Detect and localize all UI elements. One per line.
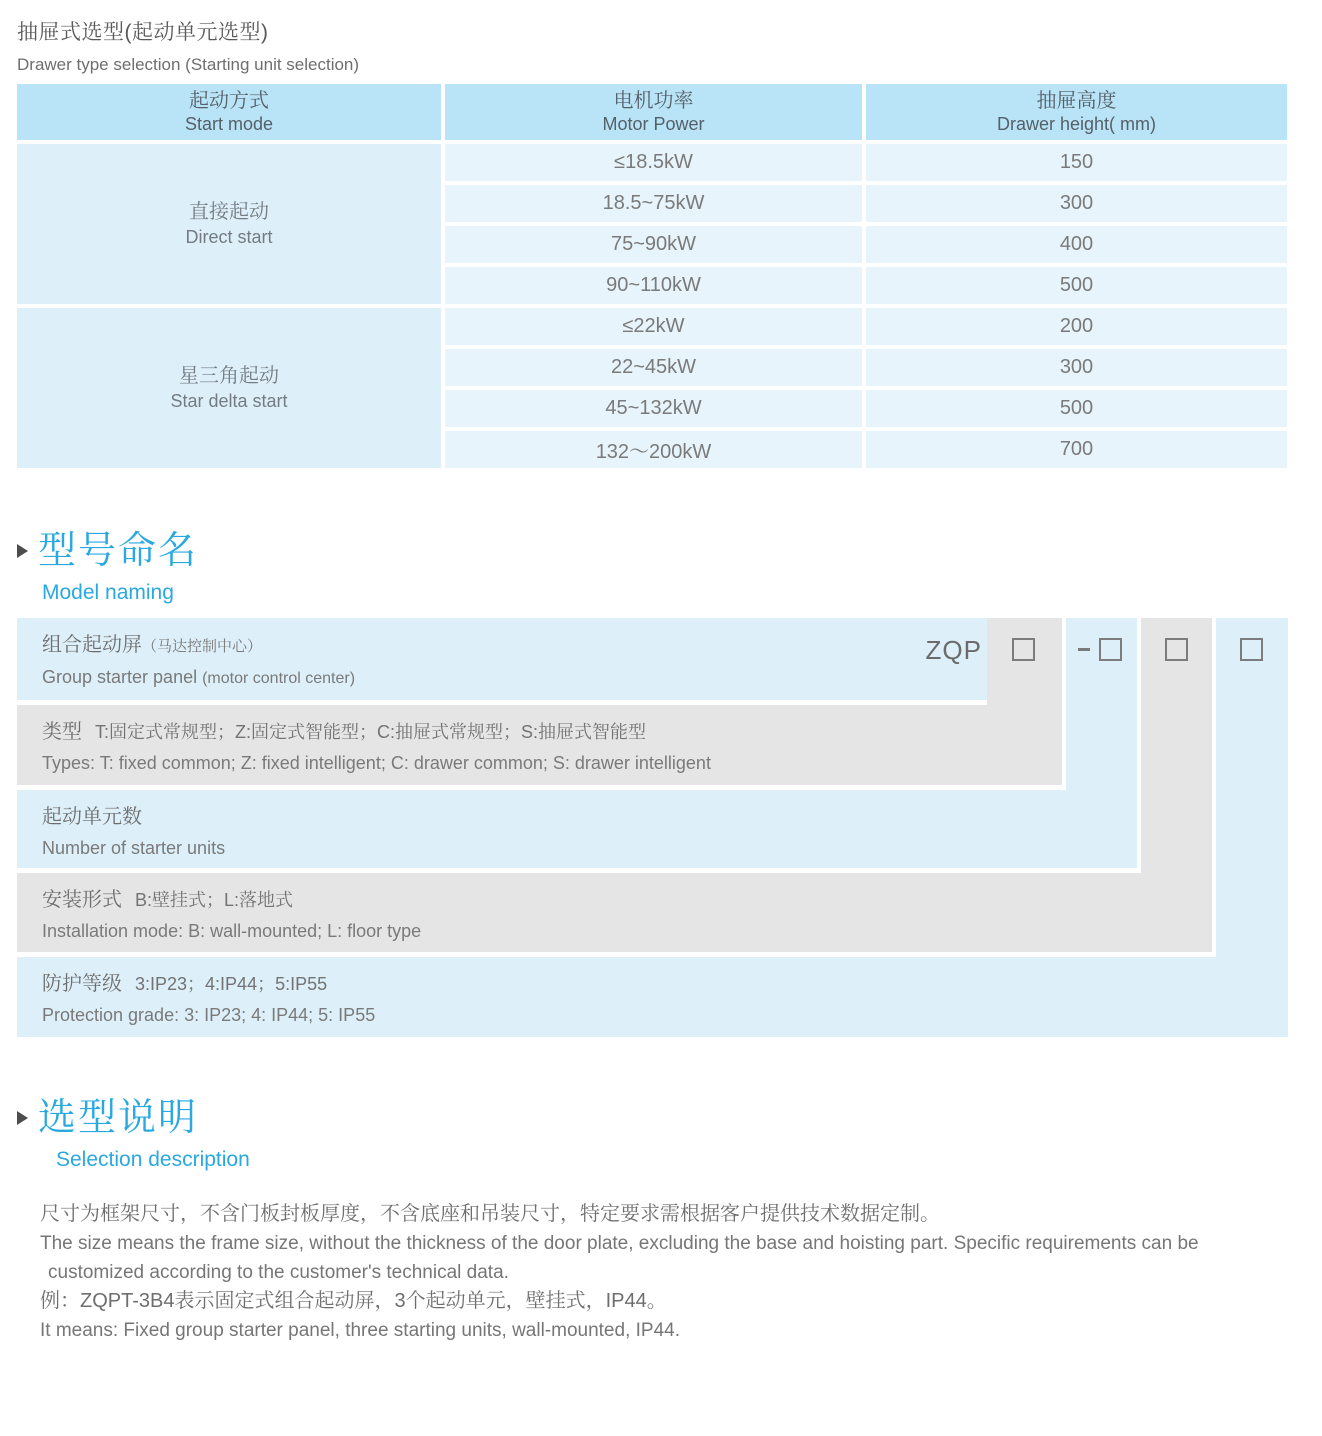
- table-cell-power: 45~132kW: [445, 390, 862, 427]
- model-row-protection-grade: 防护等级 3:IP23；4:IP44；5:IP55 Protection grade: 3: IP23; 4: IP44; 5: IP55: [17, 957, 1288, 1037]
- section-arrow-icon: [17, 544, 28, 558]
- table-cell-height: 700: [866, 431, 1287, 468]
- table-cell-height: 200: [866, 308, 1287, 345]
- table-cell-height: 400: [866, 226, 1287, 263]
- model-naming-heading-en: Model naming: [42, 581, 174, 604]
- description-line: It means: Fixed group starter panel, three starting units, wall-mounted, IP44.: [40, 1320, 680, 1341]
- table-cell-power: ≤18.5kW: [445, 144, 862, 181]
- code-box-protection-icon: [1240, 638, 1263, 661]
- drawer-selection-table: [17, 84, 1287, 468]
- table-header-drawer-height: 抽屉高度 Drawer height( mm): [866, 84, 1287, 140]
- code-strip-protection: [1216, 618, 1288, 957]
- model-row-group-starter-panel: 组合起动屏（马达控制中心） Group starter panel (motor control center): [17, 618, 987, 700]
- selection-heading-zh: 选型说明: [38, 1097, 199, 1139]
- table-cell-power: 75~90kW: [445, 226, 862, 263]
- table-cell-height: 300: [866, 349, 1287, 386]
- table-header-motor-power: 电机功率 Motor Power: [445, 84, 862, 140]
- page-title: [17, 16, 359, 75]
- code-box-type-icon: [1012, 638, 1035, 661]
- table-cell-height: 500: [866, 267, 1287, 304]
- table-cell-power: ≤22kW: [445, 308, 862, 345]
- model-naming-heading-zh: 型号命名: [38, 530, 199, 572]
- group-cell-direct-start: 直接起动 Direct start: [17, 144, 441, 304]
- page-title-zh: 抽屉式选型(起动单元选型): [17, 21, 269, 44]
- model-row-types: 类型 T:固定式常规型；Z:固定式智能型；C:抽屉式常规型；S:抽屉式智能型 Types: T: fixed common; Z: fixed intelligent; C: drawer common; S: drawer intelligent: [17, 705, 1062, 785]
- selection-description-heading: [17, 1095, 250, 1173]
- table-cell-power: 132～200kW: [445, 431, 862, 468]
- model-row-starter-units: 起动单元数 Number of starter units: [17, 790, 1137, 868]
- selection-heading-en: Selection description: [56, 1148, 250, 1171]
- page-title-en: Drawer type selection (Starting unit selection): [17, 55, 360, 74]
- group-cell-star-delta-start: 星三角起动 Star delta start: [17, 308, 441, 468]
- description-line: 尺寸为框架尺寸，不含门板封板厚度，不含底座和吊装尺寸，特定要求需根据客户提供技术数据定制。: [40, 1203, 940, 1225]
- model-naming-diagram: [17, 618, 1288, 1037]
- model-naming-heading: [17, 528, 198, 606]
- table-cell-power: 90~110kW: [445, 267, 862, 304]
- table-cell-height: 150: [866, 144, 1287, 181]
- model-code: ZQP: [925, 635, 982, 665]
- description-line: customized according to the customer's technical data.: [48, 1262, 509, 1283]
- selection-description-text: [40, 1200, 1199, 1345]
- code-strip-type: [987, 618, 1062, 705]
- description-line: The size means the frame size, without the thickness of the door plate, excluding the base and hoisting part. Specific requirements can be: [40, 1233, 1199, 1254]
- table-cell-height: 300: [866, 185, 1287, 222]
- table-cell-height: 500: [866, 390, 1287, 427]
- section-arrow-icon: [17, 1111, 28, 1125]
- table-header-start-mode: 起动方式 Start mode: [17, 84, 441, 140]
- code-dash-icon: [1078, 648, 1090, 651]
- description-line: 例：ZQPT-3B4表示固定式组合起动屏，3个起动单元，壁挂式，IP44。: [40, 1290, 667, 1312]
- model-row-installation-mode: 安装形式 B:壁挂式；L:落地式 Installation mode: B: wall-mounted; L: floor type: [17, 873, 1212, 952]
- table-cell-power: 18.5~75kW: [445, 185, 862, 222]
- code-box-units-icon: [1099, 638, 1122, 661]
- table-cell-power: 22~45kW: [445, 349, 862, 386]
- code-box-installation-icon: [1165, 638, 1188, 661]
